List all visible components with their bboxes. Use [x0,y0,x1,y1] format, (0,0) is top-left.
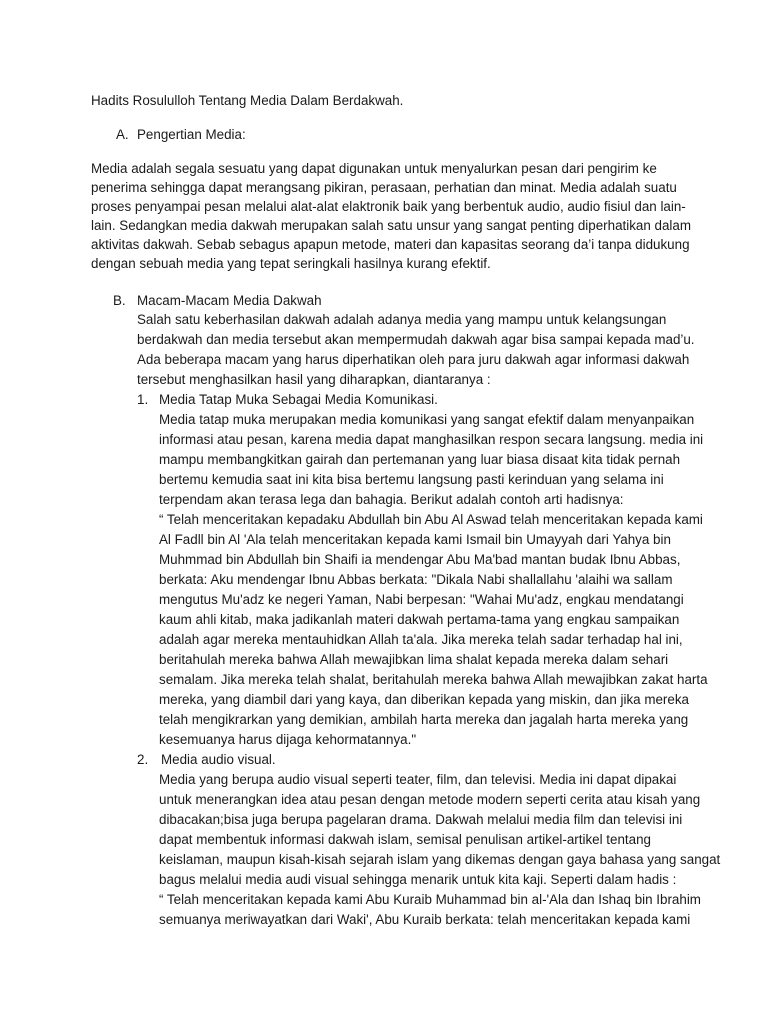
paragraph-line: beritahulah mereka bahwa Allah mewajibkan lima shalat kepada mereka dalam sehari [159,652,669,667]
paragraph-line: mampu membangkitkan gairah dan pertemanan yang luar biasa disaat kita tidak pernah [159,452,681,467]
paragraph-line: dibacakan;bisa juga berupa pagelaran drama. Dakwah melalui media film dan televisi ini [159,812,683,827]
paragraph-line: “ Telah menceritakan kepadaku Abdullah bin Abu Al Aswad telah menceritakan kepada kami [159,512,703,527]
paragraph-line: Muhmmad bin Abdullah bin Shaifi ia mendengar Abu Ma'bad mantan budak Ibnu Abbas, [159,552,681,567]
paragraph-line: aktivitas dakwah. Sebab sebagus apapun metode, materi dan kapasitas seorang da’i tanpa didukung [91,237,690,252]
list-number: 1. [137,392,149,407]
document-title: Hadits Rosululloh Tentang Media Dalam Berdakwah. [91,93,404,108]
paragraph-line: dapat membentuk informasi dakwah islam, semisal penulisan artikel-artikel tentang [159,832,651,847]
paragraph-line: semalam. Jika mereka telah shalat, beritahulah mereka bahwa Allah mewajibkan zakat harta [159,672,708,687]
paragraph-line: tersebut menghasilkan hasil yang diharapkan, diantaranya : [137,372,491,387]
list-item-title: Media audio visual. [161,752,276,767]
paragraph-line: Salah satu keberhasilan dakwah adalah adanya media yang mampu untuk kelangsungan [137,312,667,327]
paragraph-line: mereka, yang diambil dari yang kaya, dan diberikan kepada yang miskin, dan jika mereka [159,692,689,707]
paragraph-line: “ Telah menceritakan kepada kami Abu Kuraib Muhammad bin al-'Ala dan Ishaq bin Ibrahim [159,892,701,907]
paragraph-line: penerima sehingga dapat merangsang pikiran, perasaan, perhatian dan minat. Media adalah suatu [91,180,677,195]
paragraph-line: lain. Sedangkan media dakwah merupakan salah satu unsur yang sangat penting diperhatikan dalam [91,218,692,233]
paragraph-line: Media tatap muka merupakan media komunikasi yang sangat efektif dalam menyanpaikan [159,412,695,427]
paragraph-line: bertemu kemudia saat ini kita bisa bertemu langsung pasti kerinduan yang selama ini [159,472,664,487]
section-b-marker: B. [113,293,126,308]
paragraph-line: informasi atau pesan, karena media dapat manghasilkan respon secara langsung. media ini [159,432,704,447]
paragraph-line: dengan sebuah media yang tepat seringkali hasilnya kurang efektif. [91,256,491,271]
paragraph-line: terpendam akan terasa lega dan bahagia. Berikut adalah contoh arti hadisnya: [159,492,624,507]
paragraph-line: untuk menerangkan idea atau pesan dengan metode modern seperti cerita atau kisah yang [159,792,701,807]
section-a-marker: A. [116,127,129,142]
paragraph-line: Al Fadll bin Al 'Ala telah menceritakan kepada kami Ismail bin Umayyah dari Yahya bin [159,532,671,547]
paragraph-line: proses penyampai pesan melalui alat-alat elaktronik baik yang berbentuk audio, audio fisiul dan lain- [91,199,686,214]
paragraph-line: kaum ahli kitab, maka jadikanlah materi dakwah pertama-tama yang engkau sampaikan [159,612,680,627]
paragraph-line: telah mengikrarkan yang demikian, ambilah harta mereka dan jagalah harta mereka yang [159,712,689,727]
paragraph-line: mengutus Mu'adz ke negeri Yaman, Nabi berpesan: "Wahai Mu'adz, engkau mendatangi [159,592,684,607]
paragraph-line: bagus melalui media audi visual sehingga menarik untuk kita kaji. Seperti dalam hadis : [159,872,677,887]
paragraph-line: Media yang berupa audio visual seperti teater, film, dan televisi. Media ini dapat dipakai [159,772,677,787]
paragraph-line: keislaman, maupun kisah-kisah sejarah islam yang dikemas dengan gaya bahasa yang sangat [159,852,721,867]
list-item-title: Media Tatap Muka Sebagai Media Komunikasi. [159,392,438,407]
paragraph-line: Ada beberapa macam yang harus diperhatikan oleh para juru dakwah agar informasi dakwah [137,352,690,367]
paragraph-line: berkata: Aku mendengar Ibnu Abbas berkata: "Dikala Nabi shallallahu 'alaihi wa sallam [159,572,673,587]
paragraph-line: kesemuanya harus dijaga kehormatannya." [159,732,417,747]
paragraph-line: adalah agar mereka mentauhidkan Allah ta'ala. Jika mereka telah sadar terhadap hal ini, [159,632,683,647]
paragraph-line: semuanya meriwayatkan dari Waki', Abu Kuraib berkata: telah menceritakan kepada kami [159,912,691,927]
section-b-heading: Macam-Macam Media Dakwah [137,293,322,308]
list-number: 2. [137,752,149,767]
section-a-heading: Pengertian Media: [137,127,246,142]
paragraph-line: Media adalah segala sesuatu yang dapat digunakan untuk menyalurkan pesan dari pengirim ke [91,161,657,176]
paragraph-line: berdakwah dan media tersebut akan mempermudah dakwah agar bisa sampai kepada mad’u. [137,332,695,347]
